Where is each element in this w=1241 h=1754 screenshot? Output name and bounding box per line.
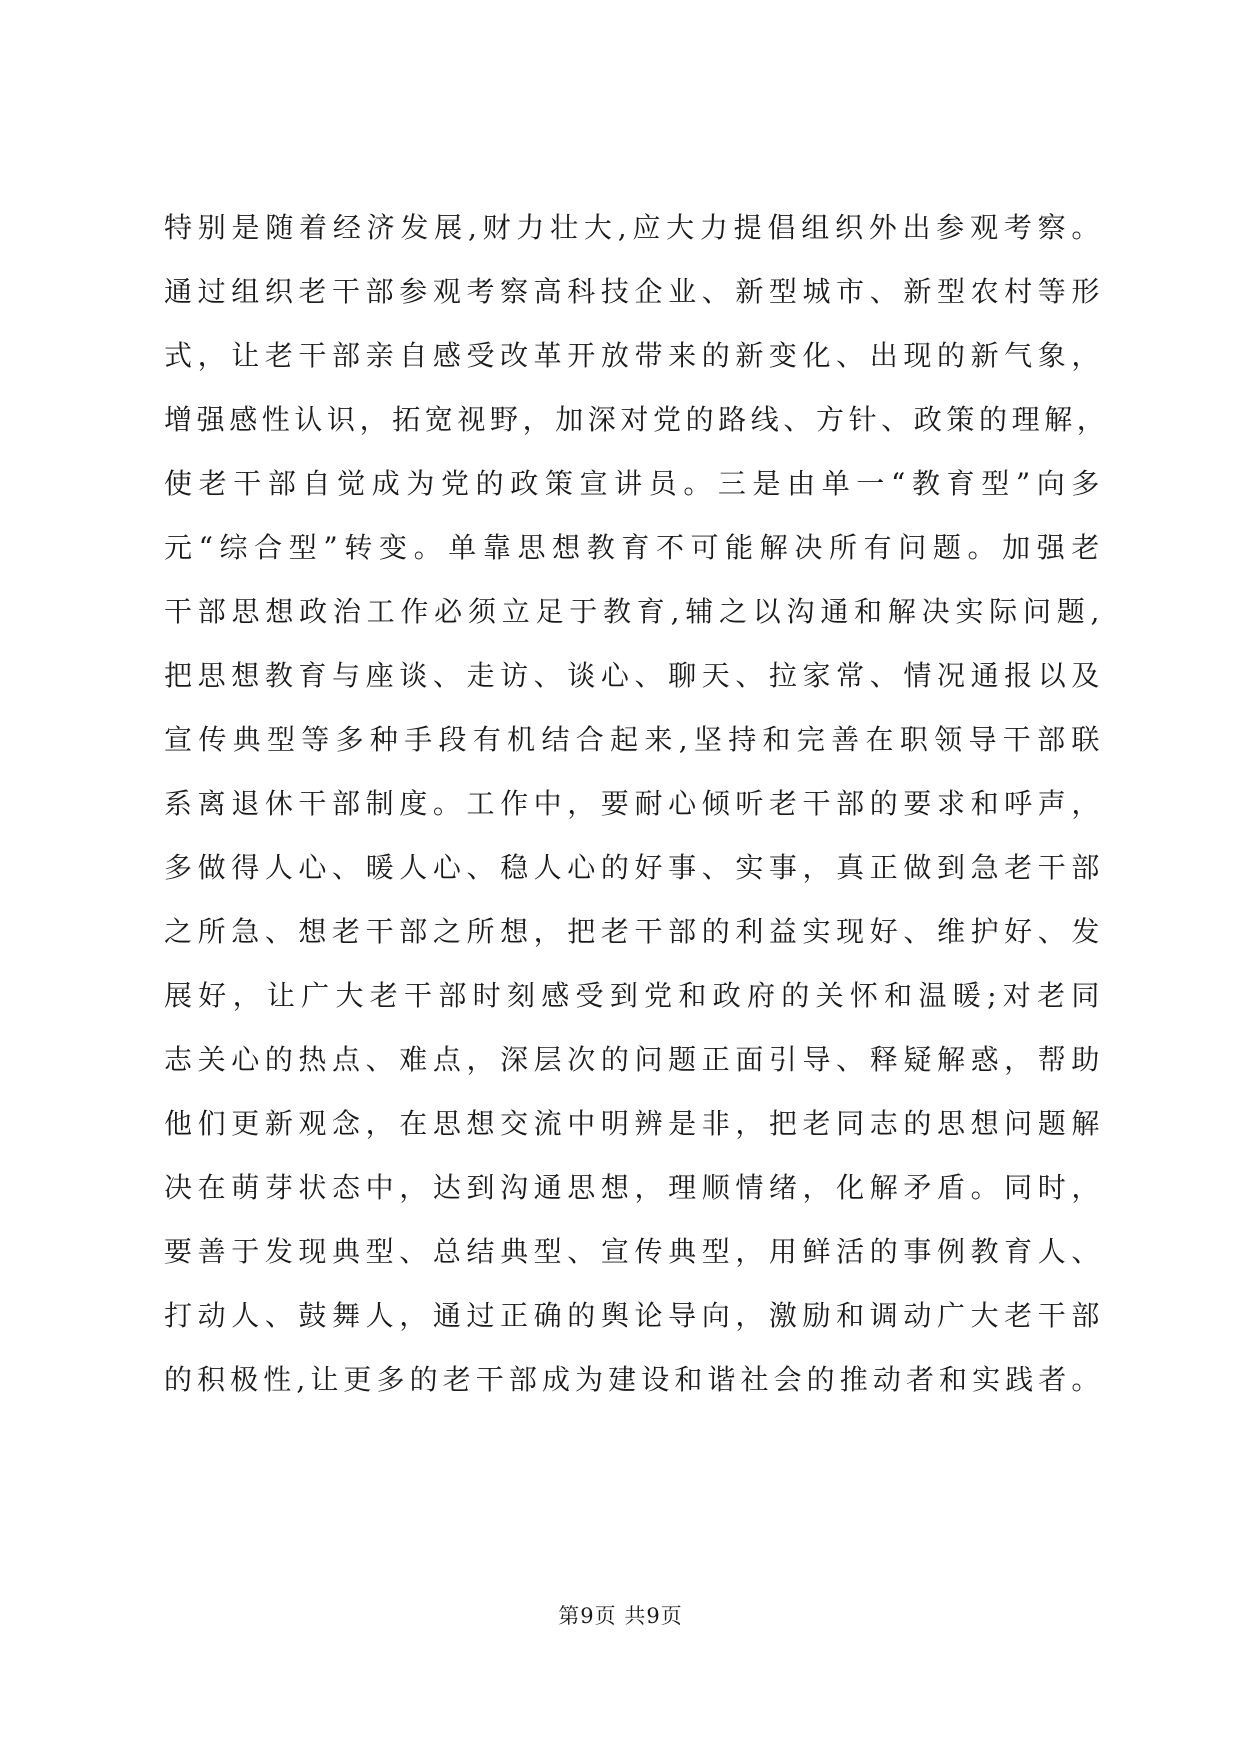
text-line: 干部思想政治工作必须立足于教育,辅之以沟通和解决实际问题, xyxy=(164,595,1104,628)
text-line: 打动人、鼓舞人，通过正确的舆论导向，激励和调动广大老干部 xyxy=(164,1299,1104,1332)
text-line: 增强感性认识，拓宽视野，加深对党的路线、方针、政策的理解， xyxy=(164,403,1110,436)
text-line: 的积极性,让更多的老干部成为建设和谐社会的推动者和实践者。 xyxy=(164,1363,1104,1396)
text-line: 宣传典型等多种手段有机结合起来,坚持和完善在职领导干部联 xyxy=(164,723,1104,756)
text-line: 系离退休干部制度。工作中，要耐心倾听老干部的要求和呼声， xyxy=(164,787,1104,820)
text-line: 多做得人心、暖人心、稳人心的好事、实事，真正做到急老干部 xyxy=(164,851,1104,884)
text-line: 展好，让广大老干部时刻感受到党和政府的关怀和温暖;对老同 xyxy=(164,979,1104,1012)
text-line: 把思想教育与座谈、走访、谈心、聊天、拉家常、情况通报以及 xyxy=(164,659,1104,692)
text-line: 之所急、想老干部之所想，把老干部的利益实现好、维护好、发 xyxy=(164,915,1104,948)
page-number-footer: 第9页 共9页 xyxy=(558,1604,683,1628)
text-line: 志关心的热点、难点，深层次的问题正面引导、释疑解惑，帮助 xyxy=(164,1043,1104,1076)
text-line: 式，让老干部亲自感受改革开放带来的新变化、出现的新气象， xyxy=(164,339,1104,372)
text-line: 他们更新观念，在思想交流中明辨是非，把老同志的思想问题解 xyxy=(164,1107,1104,1140)
text-line: 通过组织老干部参观考察高科技企业、新型城市、新型农村等形 xyxy=(164,275,1104,308)
text-line: 特别是随着经济发展,财力壮大,应大力提倡组织外出参观考察。 xyxy=(164,211,1104,244)
text-line: 使老干部自觉成为党的政策宣讲员。三是由单一“教育型”向多 xyxy=(164,467,1104,500)
text-line: 元“综合型”转变。单靠思想教育不可能解决所有问题。加强老 xyxy=(164,531,1104,564)
body-paragraph xyxy=(164,196,1110,1412)
text-line: 决在萌芽状态中，达到沟通思想，理顺情绪，化解矛盾。同时， xyxy=(164,1171,1104,1204)
text-line: 要善于发现典型、总结典型、宣传典型，用鲜活的事例教育人、 xyxy=(164,1235,1104,1268)
